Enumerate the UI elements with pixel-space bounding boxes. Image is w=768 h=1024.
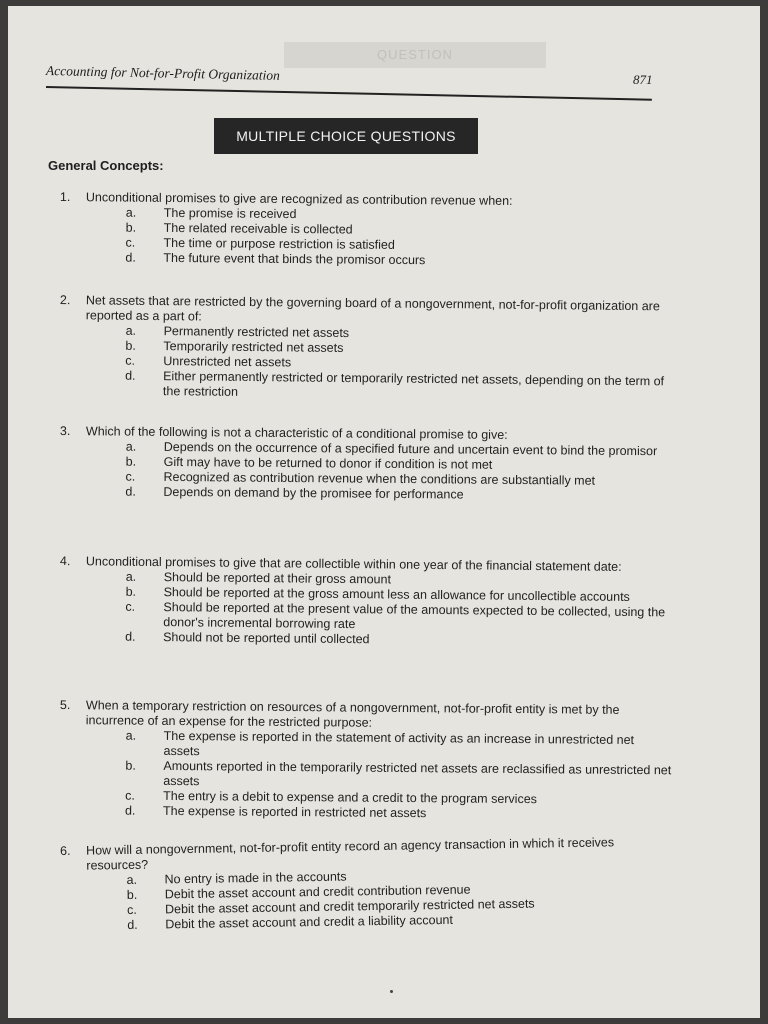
option-letter: c.	[125, 235, 136, 250]
running-head: Accounting for Not-for-Profit Organization	[45, 63, 280, 83]
question-stem: Net assets that are restricted by the governing board of a nongovernment, not-for-profit organization are reported as a part of:	[85, 293, 660, 324]
option-text: Should not be reported until collected	[163, 630, 370, 647]
option-letter: d.	[124, 803, 136, 818]
answer-option	[59, 368, 671, 404]
question-number: 2.	[59, 293, 71, 308]
option-text: Temporarily restricted net assets	[163, 339, 344, 355]
option-letter: d.	[125, 250, 136, 265]
section-heading: General Concepts:	[48, 158, 164, 173]
question-stem: Unconditional promises to give that are collectible within one year of the financial statement date:	[85, 554, 622, 574]
option-text: The time or purpose restriction is satisfied	[163, 235, 395, 252]
question-number: 6.	[60, 843, 71, 858]
option-letter: c.	[126, 902, 137, 917]
option-text: Debit the asset account and credit a liability account	[165, 912, 454, 932]
page-number: 871	[633, 72, 653, 87]
header-rule	[46, 86, 652, 101]
option-text: The expense is reported in restricted net assets	[162, 803, 427, 821]
option-text: The future event that binds the promisor occurs	[163, 250, 426, 268]
page-speck	[390, 990, 393, 993]
option-letter: c.	[125, 788, 135, 803]
question-stem: When a temporary restriction on resources of a nongovernment, not-for-profit entity is met by the incurrence of an expense for the restricted purpose:	[85, 698, 620, 730]
option-letter: b.	[126, 887, 138, 902]
option-text: Debit the asset account and credit temporarily restricted net assets	[164, 896, 535, 917]
option-letter: d.	[127, 917, 138, 932]
option-text: The promise is received	[163, 205, 297, 222]
question-number: 5.	[59, 698, 71, 713]
option-text: Should be reported at their gross amount	[163, 570, 392, 587]
book-page	[8, 6, 760, 1018]
option-text: Depends on demand by the promisee for performance	[163, 484, 464, 502]
option-letter: b.	[125, 758, 136, 773]
option-text: No entry is made in the accounts	[164, 869, 347, 887]
option-text: Amounts reported in the temporarily restricted net assets are reclassified as unrestricted net assets	[163, 758, 672, 789]
option-letter: c.	[125, 469, 136, 484]
question-3	[59, 424, 672, 504]
question-number: 1.	[59, 190, 71, 205]
option-letter: a.	[125, 439, 137, 454]
option-letter: d.	[125, 484, 136, 499]
question-stem: Which of the following is not a characteristic of a conditional promise to give:	[85, 424, 508, 442]
option-letter: d.	[125, 368, 136, 383]
option-text: Unrestricted net assets	[163, 354, 292, 370]
watermark: QUESTION	[284, 42, 546, 68]
option-letter: a.	[125, 728, 137, 743]
option-letter: d.	[125, 629, 136, 644]
question-4	[59, 554, 672, 650]
question-6	[60, 834, 673, 934]
question-number: 4.	[59, 554, 71, 569]
option-text: The expense is reported in the statement of activity as an increase in unrestricted net assets	[163, 728, 635, 759]
option-letter: c.	[125, 599, 136, 614]
question-number: 3.	[59, 424, 71, 439]
option-letter: a.	[125, 205, 137, 220]
option-letter: a.	[125, 323, 137, 338]
option-letter: c.	[125, 353, 136, 368]
option-text: Either permanently restricted or temporarily restricted net assets, depending on the term of the restriction	[162, 369, 665, 399]
option-text: Permanently restricted net assets	[163, 324, 350, 341]
option-text: Gift may have to be returned to donor if condition is not met	[163, 454, 493, 472]
option-text: The related receivable is collected	[163, 220, 353, 237]
option-letter: b.	[125, 338, 136, 353]
option-letter: a.	[125, 569, 137, 584]
question-stem: Unconditional promises to give are recognized as contribution revenue when:	[85, 190, 513, 208]
question-2	[59, 293, 672, 404]
option-letter: b.	[125, 454, 137, 469]
option-text: The entry is a debit to expense and a credit to the program services	[163, 788, 538, 807]
option-text: Should be reported at the present value of the amounts expected to be collected, using the donor's incremental borrowing rate	[163, 600, 666, 632]
option-letter: b.	[125, 220, 137, 235]
section-banner: MULTIPLE CHOICE QUESTIONS	[214, 118, 478, 154]
question-1	[59, 190, 672, 270]
question-stem: How will a nongovernment, not-for-profit entity record an agency transaction in which it receives resources?	[85, 835, 615, 873]
option-text: Depends on the occurrence of a specified future and uncertain event to bind the promisor	[163, 439, 658, 459]
option-text: Recognized as contribution revenue when the conditions are substantially met	[163, 469, 596, 488]
option-text: Debit the asset account and credit contribution revenue	[164, 882, 471, 902]
question-5	[59, 698, 672, 823]
option-text: Should be reported at the gross amount less an allowance for uncollectible accounts	[163, 585, 630, 604]
option-letter: b.	[125, 584, 137, 599]
option-letter: a.	[126, 872, 138, 887]
